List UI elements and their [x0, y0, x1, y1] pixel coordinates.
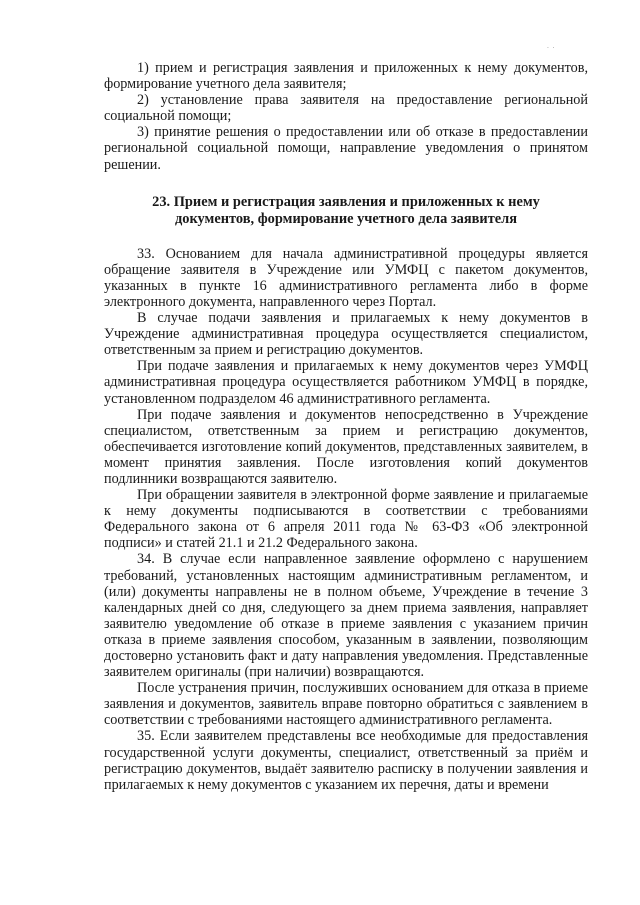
paragraph-35: 35. Если заявителем представлены все необходимые для предоставления государственной услуги документы, специалист, ответственный за приём и регистрацию документов, выдаёт заявителю расписку в получении заявления и прилагаемых к нему документов с указанием их перечня, даты и времени	[104, 728, 588, 793]
section-heading-line-1: 23. Прием и регистрация заявления и приложенных к нему	[152, 193, 540, 210]
list-item-1: 1) прием и регистрация заявления и приложенных к нему документов, формирование учетного дела заявителя;	[104, 60, 588, 93]
section-heading-line-2: документов, формирование учетного дела заявителя	[174, 210, 518, 227]
list-item-2: 2) установление права заявителя на предоставление региональной социальной помощи;	[104, 92, 588, 125]
paragraph-copies: При подаче заявления и документов непосредственно в Учреждение специалистом, ответственным за прием и регистрацию документов, обеспечивается изготовление копий документов, представленных заявителем, в момент принятия заявления. После изготовления копий документов подлинники возвращаются заявителю.	[104, 406, 588, 487]
paragraph-resubmission: После устранения причин, послуживших основанием для отказа в приеме заявления и документов, заявитель вправе повторно обратиться с заявлением в соответствии с требованиями настоящего административного регламента.	[104, 680, 588, 729]
paragraph-submission-umfc: При подаче заявления и прилагаемых к нему документов через УМФЦ административная процедура осуществляется работником УМФЦ в порядке, установленном подразделом 46 административного регламента.	[104, 358, 588, 407]
list-item-3: 3) принятие решения о предоставлении или об отказе в предоставлении региональной социальной помощи, направление уведомления о принятом решении.	[104, 124, 588, 173]
paragraph-33: 33. Основанием для начала административной процедуры является обращение заявителя в Учреждение или УМФЦ с пакетом документов, указанных в пункте 16 административного регламента либо в форме электронного документа, направленного через Портал.	[104, 245, 588, 310]
paragraph-34: 34. В случае если направленное заявление оформлено с нарушением требований, установленных настоящим административным регламентом, и (или) документы направлены не в полном объеме, Учреждение в течение 3 календарных дней со дня, следующего за днем приема заявления, направляет заявителю уведомление об отказе в приеме заявления с указанием причин отказа в приеме заявления способом, указанным в заявлении, позволяющим достоверно установить факт и дату направления уведомления. Представленные заявителем оригиналы (при наличии) возвращаются.	[104, 551, 588, 681]
scan-speck: · ·	[547, 45, 555, 52]
section-heading	[104, 194, 588, 228]
paragraph-submission-institution: В случае подачи заявления и прилагаемых к нему документов в Учреждение административная процедура осуществляется специалистом, ответственным за прием и регистрацию документов.	[104, 310, 588, 359]
document-page	[104, 60, 588, 793]
paragraph-electronic: При обращении заявителя в электронной форме заявление и прилагаемые к нему документы подписываются в соответствии с требованиями Федерального закона от 6 апреля 2011 года № 63-ФЗ «Об электронной подписи» и статей 21.1 и 21.2 Федерального закона.	[104, 487, 588, 552]
